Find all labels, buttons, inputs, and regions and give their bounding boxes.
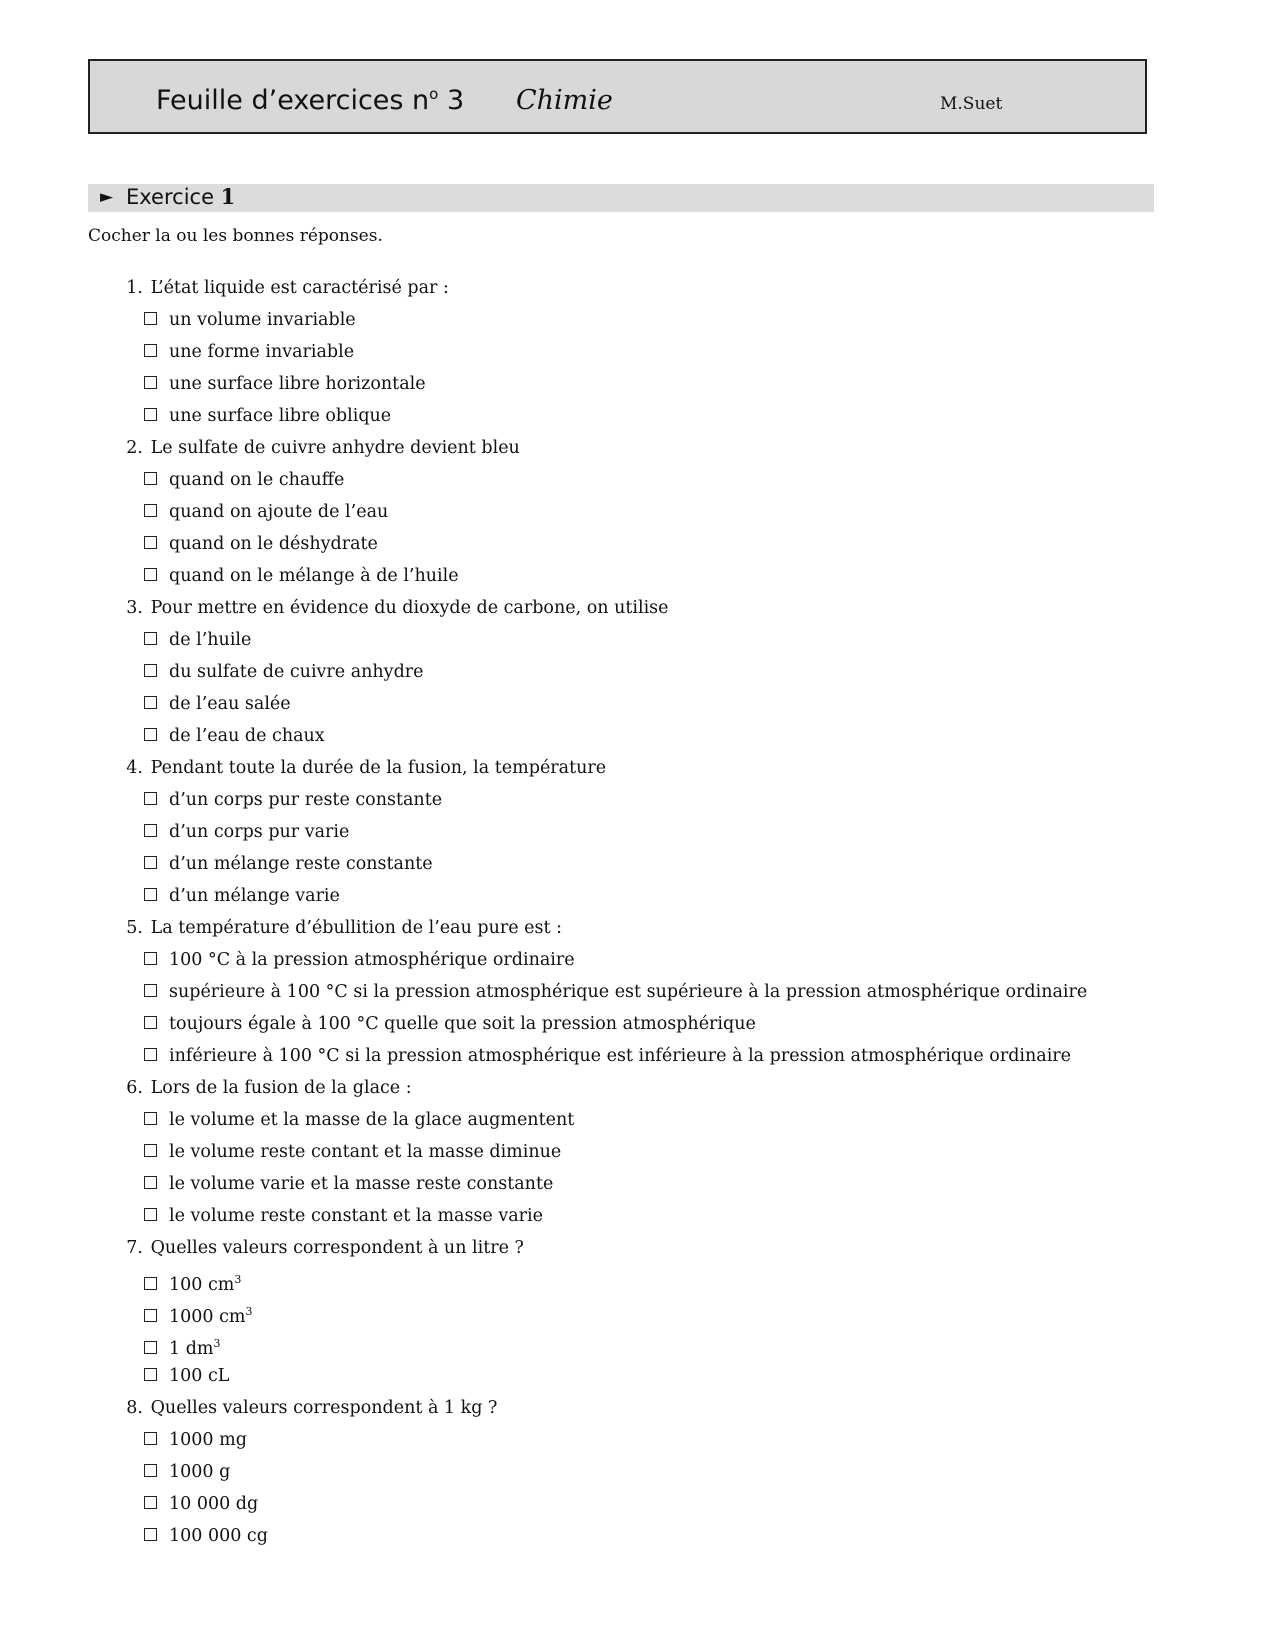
option-label: du sulfate de cuivre anhydre [169, 662, 424, 682]
answer-option[interactable] [88, 1136, 1188, 1168]
checkbox[interactable] [144, 1309, 157, 1322]
answer-option[interactable] [88, 944, 1188, 976]
checkbox[interactable] [144, 344, 157, 357]
checkbox[interactable] [144, 696, 157, 709]
checkbox[interactable] [144, 664, 157, 677]
checkbox[interactable] [144, 408, 157, 421]
answer-option[interactable] [88, 1488, 1188, 1520]
exercise-title: Exercice 1 [126, 184, 236, 209]
answer-option[interactable] [88, 1264, 1188, 1296]
checkbox[interactable] [144, 632, 157, 645]
question-text: Le sulfate de cuivre anhydre devient bleu [150, 438, 520, 458]
answer-option[interactable] [88, 1104, 1188, 1136]
option-label: de l’huile [169, 630, 252, 650]
option-label: une forme invariable [169, 342, 355, 362]
checkbox[interactable] [144, 1368, 157, 1381]
question-item [88, 1072, 1188, 1232]
answer-option[interactable] [88, 1168, 1188, 1200]
option-label: 100 000 cg [169, 1526, 268, 1546]
question-line [88, 1392, 1188, 1424]
checkbox[interactable] [144, 1277, 157, 1290]
answer-option[interactable] [88, 1360, 1188, 1392]
option-label: quand on ajoute de l’eau [169, 502, 389, 522]
instruction-text: Cocher la ou les bonnes réponses. [88, 226, 383, 246]
question-line [88, 272, 1188, 304]
option-label: quand on le déshydrate [169, 534, 378, 554]
checkbox[interactable] [144, 888, 157, 901]
checkbox[interactable] [144, 792, 157, 805]
question-list [88, 272, 1188, 1552]
question-line [88, 752, 1188, 784]
option-label: supérieure à 100 °C si la pression atmosphérique est supérieure à la pression atmosphérique ordinaire [169, 982, 1088, 1002]
answer-option[interactable] [88, 496, 1188, 528]
option-exponent: 3 [234, 1273, 242, 1286]
answer-option[interactable] [88, 848, 1188, 880]
option-label: 1 dm [169, 1338, 214, 1359]
answer-option[interactable] [88, 1520, 1188, 1552]
question-line [88, 1232, 1188, 1264]
option-label: le volume varie et la masse reste constante [169, 1174, 554, 1194]
answer-option[interactable] [88, 784, 1188, 816]
checkbox[interactable] [144, 536, 157, 549]
checkbox[interactable] [144, 568, 157, 581]
question-line [88, 1072, 1188, 1104]
checkbox[interactable] [144, 1341, 157, 1354]
answer-option[interactable] [88, 528, 1188, 560]
option-label: un volume invariable [169, 310, 356, 330]
question-item [88, 1232, 1188, 1392]
subject-label: Chimie [516, 85, 613, 116]
question-item [88, 752, 1188, 912]
option-label: 100 °C à la pression atmosphérique ordinaire [169, 950, 575, 970]
answer-option[interactable] [88, 560, 1188, 592]
question-text: Pendant toute la durée de la fusion, la température [150, 758, 607, 778]
checkbox[interactable] [144, 1112, 157, 1125]
checkbox[interactable] [144, 1176, 157, 1189]
answer-option[interactable] [88, 336, 1188, 368]
answer-option[interactable] [88, 880, 1188, 912]
option-label: inférieure à 100 °C si la pression atmosphérique est inférieure à la pression atmosphérique ordinaire [169, 1046, 1072, 1066]
option-exponent: 3 [245, 1305, 253, 1318]
checkbox[interactable] [144, 1048, 157, 1061]
answer-option[interactable] [88, 688, 1188, 720]
answer-option[interactable] [88, 656, 1188, 688]
question-number: 5. [126, 918, 143, 938]
question-number: 1. [126, 278, 143, 298]
sheet-title: Feuille d’exercices $n^o$ 3 [156, 85, 465, 116]
question-item [88, 912, 1188, 1072]
question-text: Lors de la fusion de la glace : [150, 1078, 412, 1098]
checkbox[interactable] [144, 1144, 157, 1157]
option-label: d’un mélange varie [169, 886, 340, 906]
answer-option[interactable] [88, 816, 1188, 848]
checkbox[interactable] [144, 472, 157, 485]
checkbox[interactable] [144, 728, 157, 741]
option-label: quand on le mélange à de l’huile [169, 566, 459, 586]
answer-option[interactable] [88, 720, 1188, 752]
option-label: 1000 mg [169, 1430, 247, 1450]
question-item [88, 432, 1188, 592]
question-text: Pour mettre en évidence du dioxyde de carbone, on utilise [150, 598, 669, 618]
answer-option[interactable] [88, 624, 1188, 656]
question-line [88, 912, 1188, 944]
checkbox[interactable] [144, 312, 157, 325]
answer-option[interactable] [88, 1296, 1188, 1328]
checkbox[interactable] [144, 504, 157, 517]
header-box [88, 59, 1147, 134]
question-text: La température d’ébullition de l’eau pure est : [150, 918, 562, 938]
question-item [88, 272, 1188, 432]
checkbox[interactable] [144, 824, 157, 837]
checkbox[interactable] [144, 1208, 157, 1221]
option-exponent: 3 [213, 1337, 221, 1350]
answer-option[interactable] [88, 400, 1188, 432]
author-name: M.Suet [940, 94, 1003, 114]
checkbox[interactable] [144, 1464, 157, 1477]
option-label: 100 cL [169, 1366, 230, 1386]
option-label: 1000 g [169, 1462, 231, 1482]
checkbox[interactable] [144, 1528, 157, 1541]
answer-option[interactable] [88, 304, 1188, 336]
option-label: d’un mélange reste constante [169, 854, 433, 874]
answer-option[interactable] [88, 1456, 1188, 1488]
option-label: 10 000 dg [169, 1494, 259, 1514]
question-number: 4. [126, 758, 143, 778]
option-label: le volume reste contant et la masse diminue [169, 1142, 562, 1162]
option-label: d’un corps pur varie [169, 822, 350, 842]
question-text: L’état liquide est caractérisé par : [150, 278, 449, 298]
question-text: Quelles valeurs correspondent à un litre ? [150, 1238, 524, 1258]
checkbox[interactable] [144, 376, 157, 389]
option-label: une surface libre oblique [169, 406, 392, 426]
option-label: de l’eau salée [169, 694, 291, 714]
checkbox[interactable] [144, 856, 157, 869]
exercise-heading [88, 184, 1154, 212]
option-label: toujours égale à 100 °C quelle que soit la pression atmosphérique [169, 1014, 756, 1034]
checkbox[interactable] [144, 1496, 157, 1509]
question-number: 3. [126, 598, 143, 618]
answer-option[interactable] [88, 464, 1188, 496]
option-label: 1000 cm [169, 1306, 246, 1327]
answer-option[interactable] [88, 1200, 1188, 1232]
question-number: 8. [126, 1398, 143, 1418]
option-label: le volume et la masse de la glace augmentent [169, 1110, 575, 1130]
answer-option[interactable] [88, 1008, 1188, 1040]
checkbox[interactable] [144, 984, 157, 997]
question-line [88, 592, 1188, 624]
option-label: 100 cm [169, 1274, 235, 1295]
answer-option[interactable] [88, 1328, 1188, 1360]
answer-option[interactable] [88, 976, 1188, 1008]
question-text: Quelles valeurs correspondent à 1 kg ? [150, 1398, 498, 1418]
option-label: d’un corps pur reste constante [169, 790, 443, 810]
option-label: une surface libre horizontale [169, 374, 426, 394]
question-item [88, 592, 1188, 752]
checkbox[interactable] [144, 1016, 157, 1029]
option-label: de l’eau de chaux [169, 726, 325, 746]
option-label: quand on le chauffe [169, 470, 345, 490]
question-number: 6. [126, 1078, 143, 1098]
answer-option[interactable] [88, 1424, 1188, 1456]
question-number: 7. [126, 1238, 143, 1258]
option-label: le volume reste constant et la masse varie [169, 1206, 543, 1226]
triangle-right-icon: ► [100, 187, 114, 207]
answer-option[interactable] [88, 368, 1188, 400]
question-item [88, 1392, 1188, 1552]
question-line [88, 432, 1188, 464]
answer-option[interactable] [88, 1040, 1188, 1072]
question-number: 2. [126, 438, 143, 458]
checkbox[interactable] [144, 1432, 157, 1445]
checkbox[interactable] [144, 952, 157, 965]
